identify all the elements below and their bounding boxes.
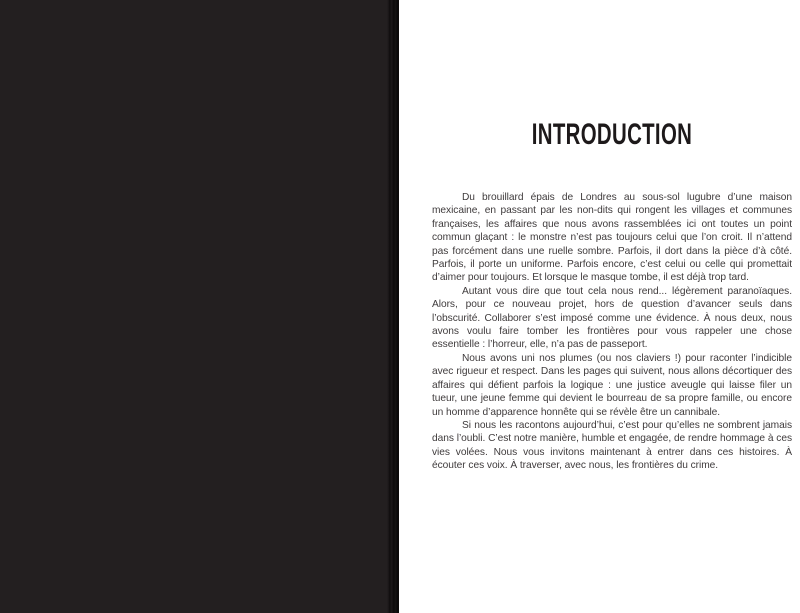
right-page bbox=[399, 0, 800, 613]
paragraph: Du brouillard épais de Londres au sous-sol lugubre d’une maison mexicaine, en passant par les non-dits qui rongent les villages et communes françaises, les affaires que nous avons rassemblées ici ont toutes un point commun glaçant : le monstre n’est pas toujours celui que l’on croit. Il n’attend pas forcément dans une ruelle sombre. Parfois, il dort dans la pièce d’à côté. Parfois, il porte un uniforme. Parfois encore, c’est celui ou celle qui promettait d’aimer pour toujours. Et lorsque le masque tombe, il est déjà trop tard. bbox=[432, 192, 792, 284]
paragraph: Si nous les racontons aujourd’hui, c’est pour qu’elles ne sombrent jamais dans l’oubli. C’est notre manière, humble et engagée, de rendre hommage à ces vies volées. Nous vous invitons maintenant à entrer dans ces histoires. À écouter ces voix. À traverser, avec nous, les frontières du crime. bbox=[432, 419, 792, 472]
paragraph: Autant vous dire que tout cela nous rend... légèrement paranoïaques. Alors, pour ce nouveau projet, hors de question d’avancer seuls dans l’obscurité. Collaborer s’est imposé comme une évidence. À nous deux, nous avons voulu faire tomber les frontières pour vous rappeler une chose essentielle : l’horreur, elle, n’a pas de passeport. bbox=[432, 285, 792, 351]
page-gutter-spine bbox=[387, 0, 399, 613]
chapter-title-wrap bbox=[432, 118, 792, 151]
page-title: INTRODUCTION bbox=[531, 118, 693, 151]
page-content bbox=[399, 118, 800, 473]
body-text-block bbox=[432, 191, 792, 473]
paragraph: Nous avons uni nos plumes (ou nos claviers !) pour raconter l’indicible avec rigueur et respect. Dans les pages qui suivent, nous allons décortiquer des affaires qui défient parfois la logique : une justice aveugle qui laisse filer un tueur, une jeune femme qui devient le bourreau de sa propre famille, ou encore un homme d’apparence honnête qui se révèle être un cannibale. bbox=[432, 352, 792, 418]
left-page-black bbox=[0, 0, 392, 613]
